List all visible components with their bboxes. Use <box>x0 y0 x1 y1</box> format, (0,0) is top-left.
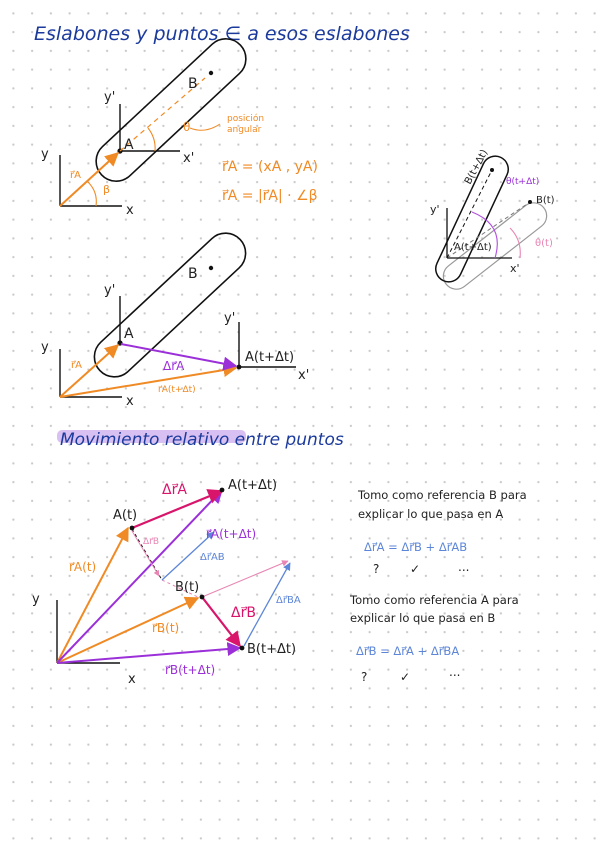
vector-rA-t <box>57 528 128 663</box>
figure-link-position <box>41 31 318 218</box>
point-B-t-dot <box>200 595 205 600</box>
label-delta-rA: Δr⃗A <box>163 359 185 373</box>
label-A-tdt: A(t+Δt) <box>245 350 295 365</box>
label-theta-tdt: θ(t+Δt) <box>506 177 540 187</box>
label-rA: r⃗A <box>70 170 81 181</box>
page-title: Eslabones y puntos ∈ a esos eslabones <box>34 23 410 45</box>
equation-rA-components: r⃗A = (xA , yA) <box>222 159 318 175</box>
beta-arc <box>88 182 96 206</box>
label-y: y <box>41 340 49 355</box>
note-posicion: posición <box>227 114 265 124</box>
label-y1-right: y' <box>224 311 236 326</box>
label-x: x <box>128 672 136 687</box>
label-B-t: B(t) <box>536 195 555 206</box>
label-B-tdt: B(t+Δt) <box>462 147 491 187</box>
figure-link-displacement <box>41 225 309 409</box>
point-A-tdt-dot <box>220 488 225 493</box>
point-B-dot <box>209 266 213 270</box>
label-A-tdt: A(t+Δt) <box>228 478 278 493</box>
note1-question: ? <box>373 562 380 576</box>
label-x: x <box>126 394 134 409</box>
point-A-t-dot <box>130 526 135 531</box>
note2-line2: explicar lo que pasa en B <box>350 611 496 625</box>
label-rB-t: r⃗B(t) <box>152 621 180 635</box>
label-rBA: Δr⃗BA <box>276 595 301 606</box>
label-rA-tdt: r⃗A(t+Δt) <box>158 385 196 395</box>
section-title: Movimiento relativo entre puntos <box>60 430 344 450</box>
figure-link-rotation <box>430 148 555 295</box>
note1-equation: Δr⃗A = Δr⃗B + Δr⃗AB <box>364 540 468 554</box>
label-beta: β <box>103 183 111 196</box>
note2-line1: Tomo como referencia A para <box>350 593 519 607</box>
label-y1: y' <box>430 203 440 216</box>
label-theta-t: θ(t) <box>535 238 553 249</box>
label-x1: x' <box>510 262 520 275</box>
label-rB-tdt: r⃗B(t+Δt) <box>165 663 216 677</box>
equation-rA-polar: r⃗A = |r⃗A| · ∠β <box>222 188 318 204</box>
label-B: B <box>188 266 198 282</box>
label-y1: y' <box>104 90 116 105</box>
label-rA-t: r⃗A(t) <box>69 560 97 574</box>
label-y: y <box>41 147 49 162</box>
note2-dots: ... <box>449 665 461 679</box>
label-y1: y' <box>104 283 116 298</box>
vector-delta-rB-small <box>202 561 288 597</box>
theta-t-arc <box>510 228 520 258</box>
note1-check: ✓ <box>410 562 421 576</box>
label-x1: x' <box>183 151 195 166</box>
note2-question: ? <box>361 670 368 684</box>
label-y: y <box>32 592 40 607</box>
label-A-t: A(t) <box>113 508 138 523</box>
label-delta-rA: Δr⃗A <box>162 482 187 498</box>
notes-block <box>349 488 527 684</box>
label-x: x <box>126 203 134 218</box>
note-arrow <box>190 124 220 130</box>
point-A-tdt-dot <box>237 365 242 370</box>
label-A: A <box>124 137 134 153</box>
label-A: A <box>124 326 134 342</box>
note1-line1: Tomo como referencia B para <box>358 488 527 502</box>
theta-arc <box>148 128 155 151</box>
label-rA: r⃗A <box>71 360 82 371</box>
label-delta-rB: Δr⃗B <box>231 605 256 621</box>
figure-relative-motion <box>32 478 301 687</box>
point-B-tdt-dot <box>490 168 494 172</box>
label-B-tdt: B(t+Δt) <box>247 642 297 657</box>
note2-equation: Δr⃗B = Δr⃗A + Δr⃗BA <box>356 644 460 658</box>
label-rA-tdt: r⃗A(t+Δt) <box>206 527 257 541</box>
label-theta: θ <box>183 120 191 134</box>
point-B-tdt-dot <box>240 646 245 651</box>
label-B-t: B(t) <box>175 580 200 595</box>
note2-check: ✓ <box>400 670 411 684</box>
label-rB-small: Δr⃗B <box>143 537 160 547</box>
note1-dots: ... <box>458 560 470 574</box>
label-A-tdt: A(t+Δt) <box>454 242 492 253</box>
point-B-t-dot <box>528 200 532 204</box>
point-B-dot <box>209 71 213 75</box>
note-angular: angular <box>227 125 262 135</box>
label-x1-right: x' <box>298 368 310 383</box>
vector-rA-tdt <box>57 490 222 663</box>
label-B: B <box>188 76 198 92</box>
note1-line2: explicar lo que pasa en A <box>358 507 504 521</box>
label-rAB: Δr⃗AB <box>200 552 225 563</box>
